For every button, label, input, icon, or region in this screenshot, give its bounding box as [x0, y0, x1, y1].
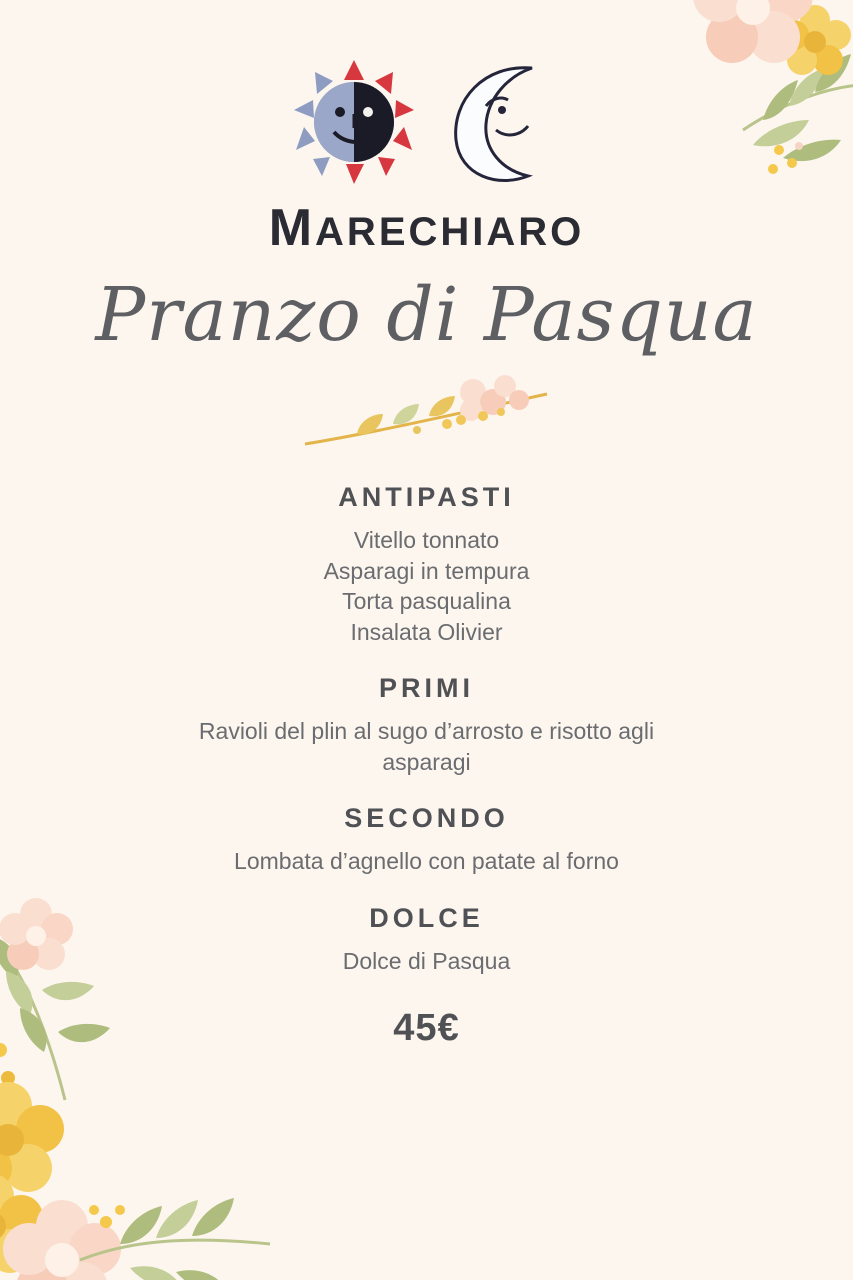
- course-secondo: [0, 803, 853, 877]
- course-title: SECONDO: [344, 803, 509, 834]
- course-item: Lombata d’agnello con patate al forno: [234, 848, 619, 875]
- course-item: Dolce di Pasqua: [342, 948, 511, 975]
- course-item: Torta pasqualina: [342, 588, 511, 615]
- floral-sprig-divider-icon: [297, 372, 557, 462]
- menu-price: 45€: [393, 1006, 460, 1049]
- sun-face-icon: [290, 58, 418, 191]
- course-item: Ravioli del plin al sugo d’arrosto e risotto agli asparagi: [198, 718, 655, 775]
- course-dolce: [0, 903, 853, 977]
- menu-sections: [0, 482, 853, 1050]
- logo-marks: [0, 58, 853, 190]
- course-item: Insalata Olivier: [350, 618, 503, 645]
- brand-name: [0, 198, 853, 258]
- course-item: Vitello tonnato: [353, 527, 500, 553]
- brand-name-rest: ARECHIARO: [315, 210, 585, 254]
- course-item: Asparagi in tempura: [323, 557, 530, 584]
- course-primi: [0, 673, 853, 777]
- course-title: ANTIPASTI: [338, 482, 515, 512]
- moon-face-icon: [440, 58, 564, 191]
- course-antipasti: [0, 482, 853, 647]
- brand-logo: [0, 58, 853, 258]
- brand-name-initial: M: [268, 199, 316, 257]
- course-title: PRIMI: [378, 673, 474, 704]
- page-title: Pranzo di Pasqua: [95, 272, 758, 358]
- course-title: DOLCE: [369, 903, 484, 934]
